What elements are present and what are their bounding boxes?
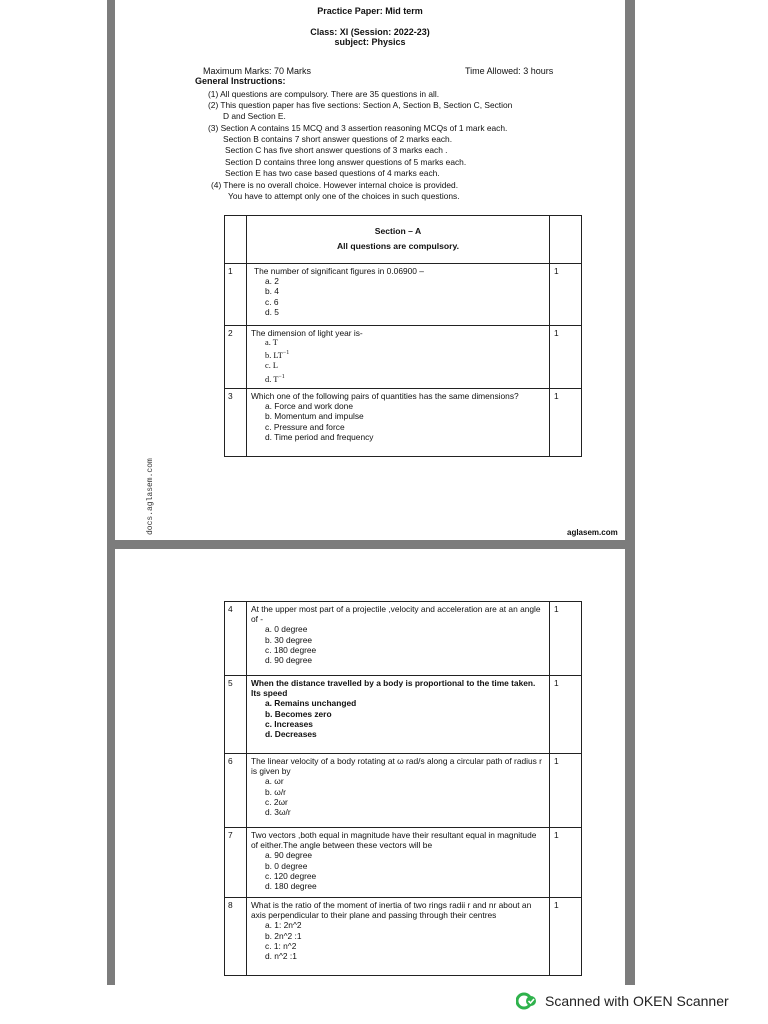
option: b. ω/r bbox=[265, 786, 286, 797]
question-number: 6 bbox=[225, 754, 247, 828]
question-marks: 1 bbox=[550, 326, 582, 389]
question-number: 7 bbox=[225, 828, 247, 898]
option: a. 1: 2n^2 bbox=[265, 920, 302, 931]
table-row bbox=[225, 389, 582, 457]
table-row bbox=[225, 602, 582, 676]
option: c. 6 bbox=[265, 296, 279, 307]
option: c. Pressure and force bbox=[265, 421, 345, 432]
max-marks: Maximum Marks: 70 Marks bbox=[203, 66, 312, 76]
section-a-table bbox=[224, 215, 582, 457]
option: d. 3ω/r bbox=[265, 807, 291, 818]
option: a. ωr bbox=[265, 776, 284, 787]
superscript: −1 bbox=[282, 350, 290, 357]
question-body bbox=[247, 264, 550, 326]
section-a-subtitle: All questions are compulsory. bbox=[336, 241, 460, 251]
option: a. T bbox=[265, 338, 278, 348]
option: c. Increases bbox=[265, 718, 313, 729]
question-text: When the distance travelled by a body is proportional to the time taken. Its speed bbox=[251, 678, 536, 699]
option: c. L bbox=[265, 361, 279, 371]
option: a. Force and work done bbox=[265, 401, 353, 412]
table-row bbox=[225, 754, 582, 828]
question-body bbox=[247, 326, 550, 389]
question-text: The number of significant figures in 0.06900 – bbox=[254, 266, 424, 276]
table-row bbox=[225, 828, 582, 898]
option: d. n^2 :1 bbox=[265, 951, 297, 962]
option: a. Remains unchanged bbox=[265, 698, 357, 709]
question-marks: 1 bbox=[550, 389, 582, 457]
option: d. 5 bbox=[265, 306, 279, 317]
subject-line: subject: Physics bbox=[334, 37, 406, 47]
question-text: The linear velocity of a body rotating at ω rad/s along a circular path of radius r is given by bbox=[251, 756, 542, 777]
instruction-line: Section D contains three long answer questions of 5 marks each. bbox=[225, 157, 467, 167]
side-watermark: docs.aglasem.com bbox=[146, 458, 155, 535]
question-text: What is the ratio of the moment of inertia of two rings radii r and nr about an axis perpendicular to their plane and passing through their centres bbox=[251, 900, 532, 921]
option: c. 2ωr bbox=[265, 796, 288, 807]
scanner-label: Scanned with OKEN Scanner bbox=[545, 993, 729, 1009]
instruction-line: Section C has five short answer questions of 3 marks each . bbox=[225, 145, 448, 155]
superscript: −1 bbox=[278, 373, 285, 380]
question-number: 1 bbox=[225, 264, 247, 326]
question-text: Two vectors ,both equal in magnitude have their resultant equal in magnitude of either.The angle between these vectors will be bbox=[251, 830, 537, 851]
option: d. $T^{-1}$ bbox=[265, 373, 285, 384]
option: a. 90 degree bbox=[265, 850, 313, 861]
question-marks: 1 bbox=[550, 676, 582, 754]
option: b. 0 degree bbox=[265, 860, 308, 871]
option: d. Time period and frequency bbox=[265, 431, 374, 442]
instruction-line: Section E has two case based questions of 4 marks each. bbox=[225, 168, 440, 178]
question-marks: 1 bbox=[550, 828, 582, 898]
option: b. 4 bbox=[265, 286, 279, 297]
document-page-2 bbox=[115, 549, 625, 985]
question-marks: 1 bbox=[550, 602, 582, 676]
question-body bbox=[247, 389, 550, 457]
option: b. 2n^2 :1 bbox=[265, 930, 302, 941]
question-text: The dimension of light year is- bbox=[251, 328, 363, 338]
question-body bbox=[247, 828, 550, 898]
general-instructions-heading: General Instructions: bbox=[195, 76, 286, 86]
option: c. 180 degree bbox=[265, 644, 317, 655]
option: c. 1: n^2 bbox=[265, 940, 297, 951]
option: a. 0 degree bbox=[265, 624, 308, 635]
option: d. Decreases bbox=[265, 729, 317, 740]
paper-title: Practice Paper: Mid term bbox=[317, 6, 423, 16]
instruction-line: D and Section E. bbox=[223, 111, 286, 121]
option: d. 180 degree bbox=[265, 881, 317, 892]
question-body bbox=[247, 676, 550, 754]
option: b. Becomes zero bbox=[265, 708, 332, 719]
question-number: 2 bbox=[225, 326, 247, 389]
question-number: 4 bbox=[225, 602, 247, 676]
class-line: Class: XI (Session: 2022-23) bbox=[310, 27, 430, 37]
option: c. 120 degree bbox=[265, 870, 317, 881]
instruction-line: (1) All questions are compulsory. There are 35 questions in all. bbox=[208, 89, 440, 99]
question-number: 8 bbox=[225, 898, 247, 976]
option: b. $LT^{-1}$ bbox=[265, 350, 290, 361]
question-marks: 1 bbox=[550, 754, 582, 828]
option: b. 30 degree bbox=[265, 634, 313, 645]
table-row bbox=[225, 898, 582, 976]
instruction-line: (4) There is no overall choice. However internal choice is provided. bbox=[211, 180, 459, 190]
instruction-line: (2) This question paper has five sections: Section A, Section B, Section C, Section bbox=[208, 100, 513, 110]
question-text: At the upper most part of a projectile ,velocity and acceleration are at an angle of - bbox=[251, 604, 541, 625]
question-marks: 1 bbox=[550, 264, 582, 326]
table-row bbox=[225, 326, 582, 389]
instruction-line: You have to attempt only one of the choices in such questions. bbox=[228, 191, 460, 201]
option: b. Momentum and impulse bbox=[265, 411, 364, 422]
question-marks: 1 bbox=[550, 898, 582, 976]
instruction-line: Section B contains 7 short answer questions of 2 marks each. bbox=[223, 134, 453, 144]
option: d. 90 degree bbox=[265, 655, 313, 666]
time-allowed: Time Allowed: 3 hours bbox=[465, 66, 554, 76]
oken-logo-icon bbox=[516, 990, 538, 1012]
question-body bbox=[247, 898, 550, 976]
document-page-1 bbox=[115, 0, 625, 540]
instruction-line: (3) Section A contains 15 MCQ and 3 assertion reasoning MCQs of 1 mark each. bbox=[208, 123, 508, 133]
scanner-badge bbox=[516, 990, 729, 1012]
table-row bbox=[225, 264, 582, 326]
question-number: 3 bbox=[225, 389, 247, 457]
table-row bbox=[225, 676, 582, 754]
section-a-title: Section – A bbox=[374, 226, 422, 236]
option: a. 2 bbox=[265, 276, 279, 287]
footer-site: aglasem.com bbox=[567, 528, 618, 537]
question-number: 5 bbox=[225, 676, 247, 754]
question-text: Which one of the following pairs of quantities has the same dimensions? bbox=[251, 391, 519, 401]
question-body bbox=[247, 754, 550, 828]
questions-table bbox=[224, 601, 582, 976]
question-body bbox=[247, 602, 550, 676]
